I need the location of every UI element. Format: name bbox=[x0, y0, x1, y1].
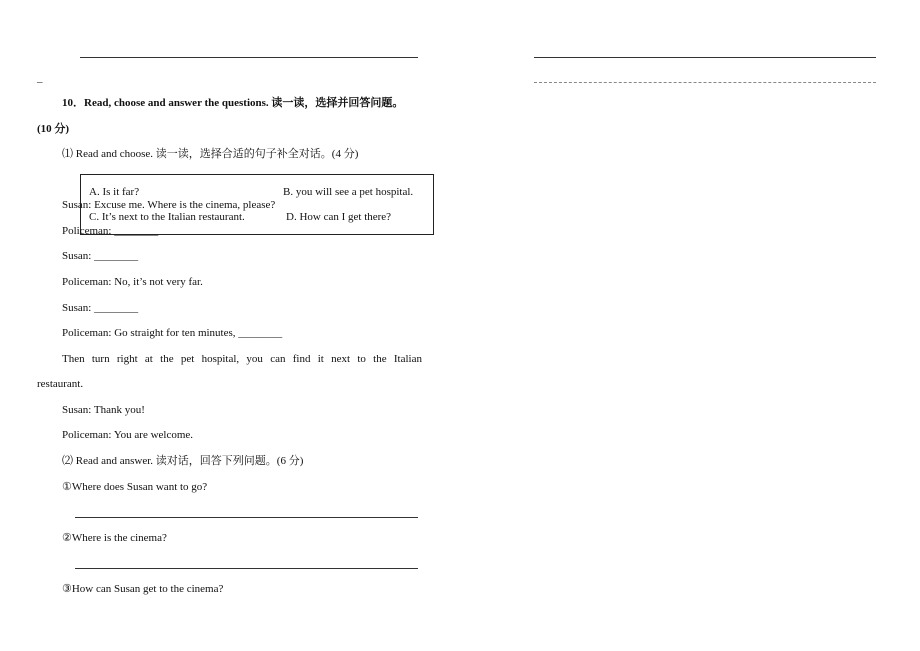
question-score: (10 分) bbox=[37, 123, 70, 135]
dialogue-line-7a: Then turn right at the pet hospital, you can find it next to the Italian bbox=[62, 353, 422, 365]
dialogue-line-5: Susan: ________ bbox=[62, 302, 139, 314]
question-3: ③How can Susan get to the cinema? bbox=[62, 583, 224, 595]
question-1: ①Where does Susan want to go? bbox=[62, 481, 208, 493]
dialogue-line-9: Policeman: You are welcome. bbox=[62, 429, 194, 441]
answer-line-top-right-2 bbox=[534, 82, 876, 83]
dialogue-line-7b: restaurant. bbox=[37, 378, 84, 390]
option-c: C. It’s next to the Italian restaurant. bbox=[89, 211, 245, 223]
dialogue-line-6: Policeman: Go straight for ten minutes, ________ bbox=[62, 327, 283, 339]
option-b: B. you will see a pet hospital. bbox=[283, 186, 414, 198]
option-a: A. Is it far? bbox=[89, 186, 140, 198]
option-d: D. How can I get there? bbox=[286, 211, 392, 223]
answer-line-1[interactable] bbox=[75, 517, 418, 518]
dialogue-line-8: Susan: Thank you! bbox=[62, 404, 145, 416]
stray-dash: – bbox=[37, 76, 43, 88]
question-title: 10．Read, choose and answer the questions. 读一读，选择并回答问题。 bbox=[62, 97, 404, 109]
part1-instruction: ⑴ Read and choose. 读一读，选择合适的句子补全对话。(4 分) bbox=[62, 148, 359, 160]
dialogue-line-4: Policeman: No, it’s not very far. bbox=[62, 276, 203, 288]
answer-line-2[interactable] bbox=[75, 568, 418, 569]
answer-line-top-left bbox=[80, 57, 418, 58]
dialogue-line-2: Policeman: ________ bbox=[62, 225, 159, 237]
answer-line-top-right bbox=[534, 57, 876, 58]
question-2: ②Where is the cinema? bbox=[62, 532, 167, 544]
dialogue-line-1: Susan: Excuse me. Where is the cinema, please? bbox=[62, 199, 276, 211]
dialogue-line-3: Susan: ________ bbox=[62, 250, 139, 262]
part2-instruction: ⑵ Read and answer. 读对话，回答下列问题。(6 分) bbox=[62, 455, 304, 467]
